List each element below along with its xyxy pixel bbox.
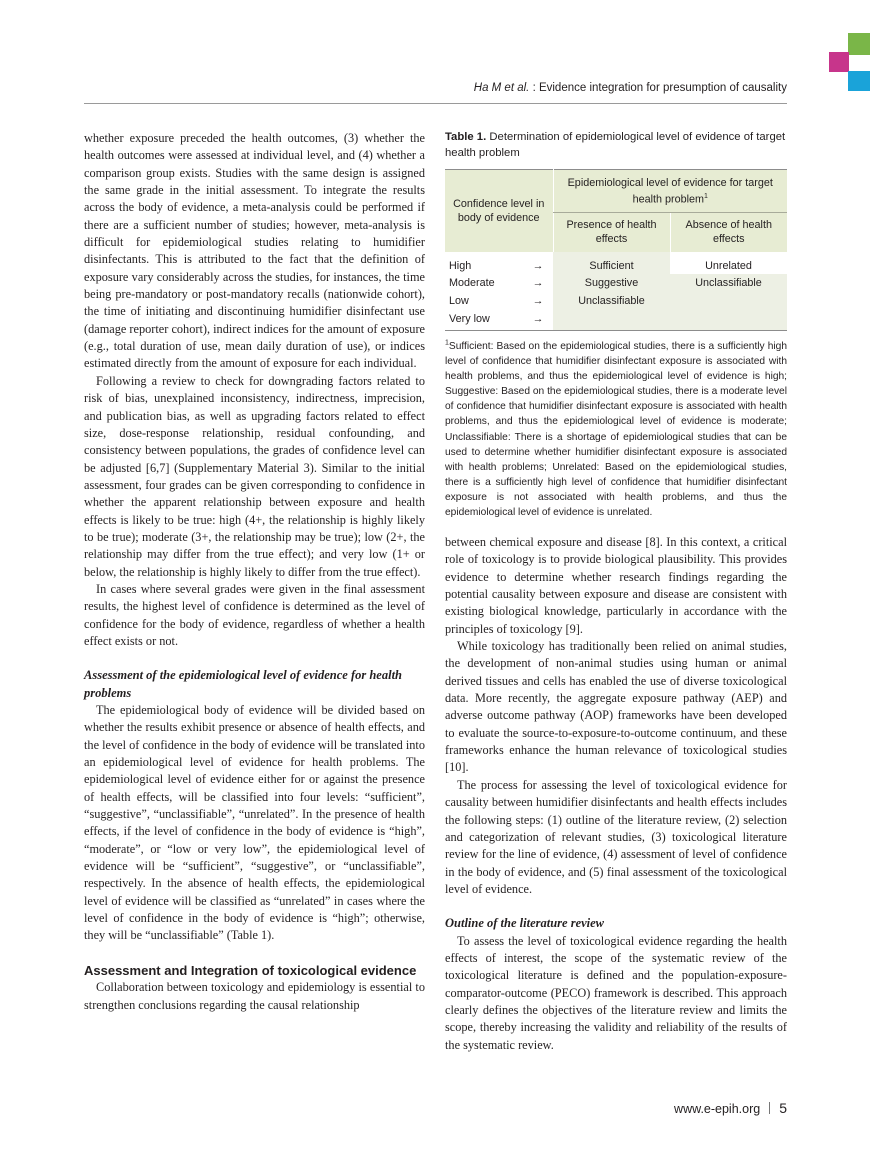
row-absence-value: Unrelated <box>670 252 787 275</box>
row-arrow: → <box>532 295 544 308</box>
table-row <box>445 274 787 292</box>
right-paragraph-3: The process for assessing the level of toxicological evidence for causality between humidifier disinfectants and health effects includes the following steps: (1) outline of the literature review, (2) selection and categorization of relevant studies, (3) toxicological literature review for the line of evidence, (4) assessment of level of confidence in the body of evidence, and (5) final assessment of the toxicological level of evidence. <box>445 777 787 896</box>
subheading-literature-review: Outline of the literature review <box>445 916 605 931</box>
footnote-mark: 1 <box>445 339 449 347</box>
row-arrow: → <box>532 312 544 325</box>
header-epidemiological-level: Epidemiological level of evidence for target health problem$^1$ <box>553 170 787 213</box>
table-1-block <box>445 130 787 520</box>
right-paragraph-2: While toxicology has traditionally been relied on animal studies, the development of non-animal studies using human or animal derived tissues and cells has enabled the use of diverse toxicological data. More recently, the aggregate exposure pathway (AEP) and adverse outcome pathway (AOP) frameworks have been developed to evaluate the source-to-exposure-to-outcome continuum, and these frameworks enhance the human relevance of toxicological studies [10]. <box>445 639 787 775</box>
running-head-title: : Evidence integration for presumption of causality <box>529 82 787 94</box>
corner-green-square <box>848 33 870 55</box>
section-heading-toxicological-evidence: Assessment and Integration of toxicological evidence <box>84 962 417 978</box>
left-column <box>84 130 425 1014</box>
footer-separator <box>769 1102 770 1114</box>
left-paragraph-5: Collaboration between toxicology and epidemiology is essential to strengthen conclusions regarding the causal relationship <box>84 980 425 1012</box>
page-number: 5 <box>779 1100 787 1116</box>
evidence-table <box>445 169 787 331</box>
subheading-epidemiological-assessment: Assessment of the epidemiological level of evidence for health problems <box>84 668 402 700</box>
left-paragraph-4: The epidemiological body of evidence will be divided based on whether the results exhibit presence or absence of health effects, and the level of confidence in the body of evidence will be translated into an epidemiological level of evidence for health problems. The epidemiological level of evidence either for or against the presence of health effects, will be classified into four levels: “sufficient”, “suggestive”, “unclassifiable”, “unrelated”. In the presence of health effects, if the level of confidence in the body of evidence is “high”, “moderate”, or “low or very low”, the epidemiological level of evidence will be “sufficient”, “suggestive”, or “unclassifiable”, respectively. In the absence of health effects, the epidemiological level of evidence will be classified as “unrelated” in cases where the level of confidence in the body of evidence is “high”; otherwise, they will be “unclassifiable” (Table 1). <box>84 703 425 943</box>
row-presence-value: Unclassifiable <box>553 292 670 330</box>
corner-magenta-square <box>829 52 849 72</box>
row-level: High <box>449 259 472 272</box>
table-caption <box>445 130 787 161</box>
row-arrow: → <box>532 259 544 272</box>
row-level: Low <box>449 295 469 308</box>
footnote-text: Sufficient: Based on the epidemiological studies, there is a sufficiently high level of confidence that humidifier disinfectant exposure is associated with health problems, and thus the epidemiological level of evidence is high; Suggestive: Based on the epidemiological studies, there is a moderate level of confidence that humidifier disinfectant exposure is associated with health problems, and thus the epidemiological level of evidence is moderate; Unclassifiable: There is a shortage of epidemiological studies that can be used to determine whether humidifier disinfectant exposure is associated with health problems; Unrelated: Based on the epidemiological studies, there is a sufficiently high level of confidence that humidifier disinfectant exposure is not associated with health problems, and thus the epidemiological level of evidence is unrelated. <box>445 340 787 519</box>
row-level: Very low <box>449 312 490 325</box>
table-caption-text: Determination of epidemiological level of evidence of target health problem <box>445 131 786 159</box>
header-presence: Presence of health effects <box>553 212 670 252</box>
header-absence: Absence of health effects <box>670 212 787 252</box>
row-presence-value: Sufficient <box>553 252 670 275</box>
corner-cyan-square <box>848 71 870 91</box>
right-column <box>445 534 787 1054</box>
row-presence-value: Suggestive <box>553 274 670 292</box>
header-rule <box>84 103 787 104</box>
right-paragraph-1: between chemical exposure and disease [8]. In this context, a critical role of toxicology is to provide biological plausibility. This provides evidence to determine whether research findings regarding the potential causality between exposure and disease are consistent with existing biological knowledge, particularly in accordance with the principles of toxicology [9]. <box>445 535 787 636</box>
table-label: Table 1. <box>445 131 487 143</box>
left-paragraph-2: Following a review to check for downgrading factors related to risk of bias, unexplained inconsistency, indirectness, imprecision, and publication bias, as well as upgrading factors related to effect size, dose-response relationship, residual confounding, and consistency between populations, the grades of confidence level can be adjusted [6,7] (Supplementary Material 3). Similar to the initial assessment, four grades can be given corresponding to confidence in whether the apparent relationship between exposure and health effects is likely to be true: high (4+, the relationship is highly likely to be true); moderate (3+, the relationship may be true); low (2+, the relationship may differ from the true effect); and very low (1+ or below, the relationship is highly likely to differ from the true effect). <box>84 373 425 579</box>
running-head-authors: Ha M et al. <box>473 82 530 94</box>
right-paragraph-4: To assess the level of toxicological evidence regarding the health effects of interest, the scope of the systematic review of the toxicological literature is defined and the population-exposure-comparator-outcome (PECO) framework is described. This approach clearly defines the objectives of the literature review and limits the scope, thereby increasing the validity and reliability of the results of the systematic review. <box>445 933 787 1052</box>
header-confidence-level: Confidence level in body of evidence <box>453 197 545 224</box>
table-footnote <box>445 339 787 521</box>
row-arrow: → <box>532 277 544 290</box>
left-paragraph-1: whether exposure preceded the health outcomes, (3) whether the health outcomes were assessed at individual level, and (4) whether a comparison group exists. Studies with the same design is assigned the same grade in the initial assessment. To integrate the results across the body of evidence, a meta-analysis could be performed if there are a sufficient number of studies; however, meta-analysis is difficult for epidemiological studies relating to humidifier disinfectants. This is attributed to the fact that the definition of exposure vary considerably across the studies, for instances, the time being pre-mandatory or post-mandatory recalls (nationwide cohort), the time of initiating and discontinuing humidifier disinfectant use (damage reporter cohort), indirect indices for the amount of exposure (e.g., total duration of use, mean daily duration of use), or indices estimated directly from the amount of exposure for each individual. <box>84 131 425 371</box>
row-absence-value: Unclassifiable <box>670 274 787 330</box>
table-header-row <box>445 170 787 213</box>
row-level: Moderate <box>449 277 495 290</box>
running-head <box>84 82 787 94</box>
page-footer <box>674 1100 787 1116</box>
journal-url: www.e-epih.org <box>674 1102 761 1116</box>
table-row <box>445 252 787 275</box>
left-paragraph-3: In cases where several grades were given in the final assessment results, the highest level of confidence is determined as the level of confidence for the body of evidence, regardless of whether a health effect exists or not. <box>84 581 425 648</box>
